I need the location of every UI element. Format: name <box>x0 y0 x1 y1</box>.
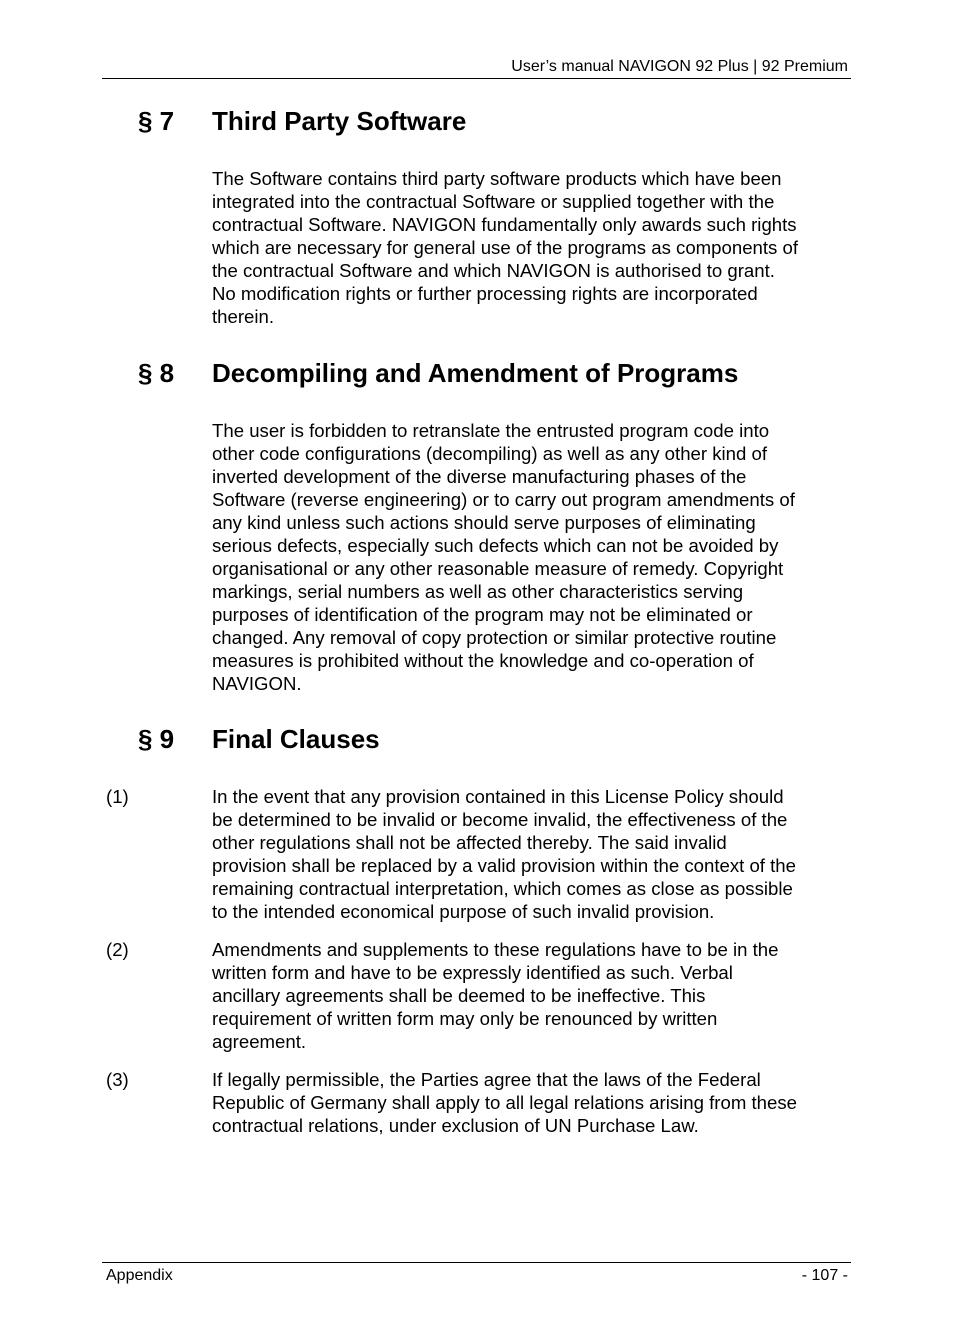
text-line: which are necessary for general use of the programs as components of <box>212 237 799 258</box>
text-line: NAVIGON. <box>212 673 302 694</box>
section-8-paragraph <box>212 419 852 695</box>
text-line: integrated into the contractual Software or supplied together with the <box>212 191 775 212</box>
text-line: remaining contractual interpretation, which comes as close as possible <box>212 878 793 899</box>
text-line: inverted development of the diverse manufacturing phases of the <box>212 466 747 487</box>
text-line: requirement of written form may only be renounced by written <box>212 1008 718 1029</box>
clause-number: (2) <box>106 939 129 960</box>
section-title: Decompiling and Amendment of Programs <box>212 358 739 388</box>
clause-2-paragraph <box>212 938 852 1053</box>
clause-3-paragraph <box>212 1068 852 1137</box>
text-line: The user is forbidden to retranslate the entrusted program code into <box>212 420 770 441</box>
text-line: any kind unless such actions should serve purposes of eliminating <box>212 512 756 533</box>
section-title: Third Party Software <box>212 106 467 136</box>
section-title: Final Clauses <box>212 724 380 754</box>
text-line: be determined to be invalid or become invalid, the effectiveness of the <box>212 809 788 830</box>
text-line: other code configurations (decompiling) as well as any other kind of <box>212 443 768 464</box>
footer-divider <box>102 1262 851 1263</box>
text-line: other regulations shall not be affected thereby. The said invalid <box>212 832 727 853</box>
section-heading-8 <box>138 358 738 388</box>
text-line: In the event that any provision contained in this License Policy should <box>212 786 784 807</box>
text-line: ancillary agreements shall be deemed to be ineffective. This <box>212 985 706 1006</box>
text-line: the contractual Software and which NAVIGON is authorised to grant. <box>212 260 775 281</box>
header-divider <box>102 78 851 79</box>
text-line: contractual Software. NAVIGON fundamentally only awards such rights <box>212 214 797 235</box>
text-line: contractual relations, under exclusion of UN Purchase Law. <box>212 1115 699 1136</box>
text-line: The Software contains third party software products which have been <box>212 168 782 189</box>
text-line: agreement. <box>212 1031 307 1052</box>
section-heading-9 <box>138 724 380 754</box>
text-line: provision shall be replaced by a valid provision within the context of the <box>212 855 796 876</box>
section-heading-7 <box>138 106 466 136</box>
section-number: § 8 <box>138 358 175 388</box>
page-header-title: User’s manual NAVIGON 92 Plus | 92 Premium <box>511 58 848 75</box>
section-7-paragraph <box>212 167 852 328</box>
text-line: If legally permissible, the Parties agree that the laws of the Federal <box>212 1069 761 1090</box>
text-line: purposes of identification of the program may not be eliminated or <box>212 604 753 625</box>
section-number: § 7 <box>138 106 175 136</box>
text-line: to the intended economical purpose of such invalid provision. <box>212 901 715 922</box>
text-line: markings, serial numbers as well as other characteristics serving <box>212 581 744 602</box>
text-line: measures is prohibited without the knowledge and co-operation of <box>212 650 754 671</box>
text-line: No modification rights or further processing rights are incorporated <box>212 283 758 304</box>
section-number: § 9 <box>138 724 175 754</box>
text-line: Software (reverse engineering) or to carry out program amendments of <box>212 489 795 510</box>
text-line: written form and have to be expressly identified as such. Verbal <box>212 962 733 983</box>
clause-number: (3) <box>106 1069 129 1090</box>
clause-number: (1) <box>106 786 129 807</box>
text-line: therein. <box>212 306 275 327</box>
page-number: - 107 - <box>801 1267 848 1284</box>
text-line: serious defects, especially such defects which can not be avoided by <box>212 535 779 556</box>
text-line: Amendments and supplements to these regulations have to be in the <box>212 939 779 960</box>
footer-section-name: Appendix <box>106 1267 173 1284</box>
clause-1-paragraph <box>212 785 852 923</box>
text-line: Republic of Germany shall apply to all legal relations arising from these <box>212 1092 797 1113</box>
text-line: changed. Any removal of copy protection or similar protective routine <box>212 627 777 648</box>
text-line: organisational or any other reasonable measure of remedy. Copyright <box>212 558 784 579</box>
